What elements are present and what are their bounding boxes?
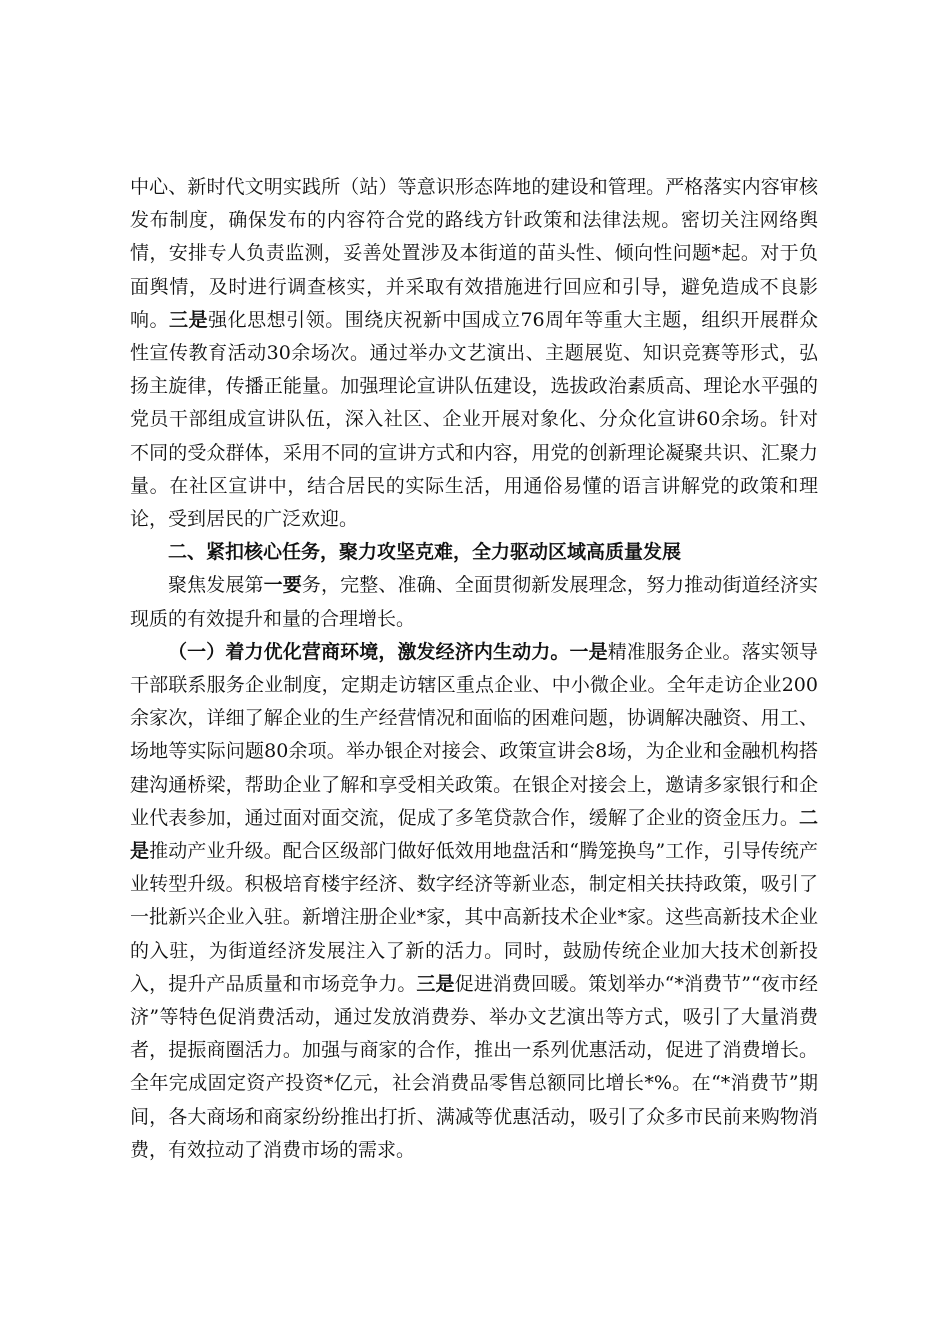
- paragraph-business-environment: [130, 636, 818, 1167]
- section-heading-two: 二、紧扣核心任务，聚力攻坚克难，全力驱动区域高质量发展: [168, 541, 682, 564]
- paragraph-development-focus: [130, 569, 818, 635]
- paragraph-text: 务，完整、准确、全面贯彻新发展理念，努力推动街道经济实现质的有效提升和量的合理增长。: [130, 574, 818, 630]
- paragraph-text: 中心、新时代文明实践所（站）等意识形态阵地的建设和管理。严格落实内容审核发布制度，确保发布的内容符合党的路线方针政策和法律法规。密切关注网络舆情，安排专人负责监测，妥善处置涉及本街道的苗头性、倾向性问题*起。对于负面舆情，及时进行调查核实，并采取有效措施进行回应和引导，避免造成不良影响。: [130, 176, 818, 331]
- paragraph-text: 聚焦发展第: [168, 574, 264, 597]
- paragraph-ideology-positions: [130, 171, 818, 536]
- item-lead-three: 三是: [169, 308, 209, 331]
- item-lead-three: 三是: [416, 972, 455, 995]
- paragraph-text: 推动产业升级。配合区级部门做好低效用地盘活和“腾笼换鸟”工作，引导传统产业转型升级。积极培育楼宇经济、数字经济等新业态，制定相关扶持政策，吸引了一批新兴企业入驻。新增注册企业*家，其中高新技术企业*家。这些高新技术企业的入驻，为街道经济发展注入了新的活力。同时，鼓励传统企业加大技术创新投入，提升产品质量和市场竞争力。: [130, 840, 818, 995]
- document-body: [130, 171, 818, 1167]
- subsection-heading-one: （一）着力优化营商环境，激发经济内生动力。: [168, 640, 570, 663]
- paragraph-text: 促进消费回暖。策划举办“*消费节”“夜市经济”等特色促消费活动，通过发放消费券、举办文艺演出等方式，吸引了大量消费者，提振商圈活力。加强与商家的合作，推出一系列优惠活动，促进了消费增长。全年完成固定资产投资*亿元，社会消费品零售总额同比增长*%。在“*消费节”期间，各大商场和商家纷纷推出打折、满减等优惠活动，吸引了众多市民前来购物消费，有效拉动了消费市场的需求。: [130, 972, 818, 1161]
- paragraph-text: 强化思想引领。围绕庆祝新中国成立76周年等重大主题，组织开展群众性宣传教育活动30余场次。通过举办文艺演出、主题展览、知识竞赛等形式，弘扬主旋律，传播正能量。加强理论宣讲队伍建设，选拔政治素质高、理论水平强的党员干部组成宣讲队伍，深入社区、企业开展对象化、分众化宣讲60余场。针对不同的受众群体，采用不同的宣讲方式和内容，用党的创新理论凝聚共识、汇聚力量。在社区宣讲中，结合居民的实际生活，用通俗易懂的语言讲解党的政策和理论，受到居民的广泛欢迎。: [130, 308, 818, 531]
- item-lead-two: 二是: [130, 806, 818, 863]
- bold-text: 一要: [263, 574, 302, 597]
- item-lead-one: 一是: [569, 640, 608, 663]
- paragraph-text: 精准服务企业。落实领导干部联系服务企业制度，定期走访辖区重点企业、中小微企业。全年走访企业200余家次，详细了解企业的生产经营情况和面临的困难问题，协调解决融资、用工、场地等实际问题80余项。举办银企对接会、政策宣讲会8场，为企业和金融机构搭建沟通桥梁，帮助企业了解和享受相关政策。在银企对接会上，邀请多家银行和企业代表参加，通过面对面交流，促成了多笔贷款合作，缓解了企业的资金压力。: [130, 640, 818, 829]
